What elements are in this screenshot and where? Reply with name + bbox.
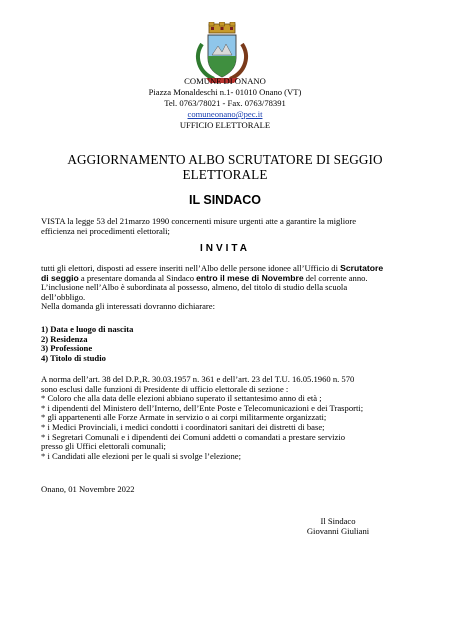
exclusion-item: * i Medici Provinciali, i medici condotti i coordinatori sanitari dei distretti di base; bbox=[41, 421, 325, 432]
exclusion-item: * i Candidati alle elezioni per le quali si svolge l’elezione; bbox=[41, 450, 241, 461]
signature-name: Giovanni Giuliani bbox=[306, 526, 370, 536]
exclusion-item: presso gli Uffici elettorali comunali; bbox=[41, 441, 166, 452]
body-line-2-text: a presentare domanda al Sindaco bbox=[78, 272, 197, 283]
vista-paragraph bbox=[41, 217, 413, 236]
requirement-item: 4) Titolo di studio bbox=[41, 352, 106, 363]
title-line-1: AGGIORNAMENTO ALBO SCRUTATORE DI SEGGIO bbox=[67, 152, 383, 167]
coat-of-arms-logo bbox=[192, 22, 252, 84]
vista-line-2: efficienza nei procedimenti elettorali; bbox=[41, 225, 170, 236]
body-line-2-end: del corrente anno. bbox=[303, 272, 368, 283]
comune-name: COMUNE DI ONANO bbox=[184, 76, 266, 86]
body-line-1-text: tutti gli elettori, disposti ad essere inseriti nell’Albo delle persone idonee all’Ufficio di bbox=[41, 263, 341, 273]
exclusion-item: * i dipendenti del Ministero dell’Interno, dell’Ente Poste e Telecomunicazioni e dei Trasporti; bbox=[41, 402, 364, 413]
deadline-bold: entro il mese di Novembre bbox=[196, 272, 304, 283]
scrutatore-bold: Scrutatore bbox=[340, 263, 384, 273]
signature-block bbox=[258, 516, 418, 536]
document-title bbox=[0, 153, 450, 182]
di-seggio-bold: di seggio bbox=[41, 272, 79, 283]
invita-heading: INVITA bbox=[199, 243, 251, 254]
body-line-5: Nella domanda gli interessati dovranno dichiarare: bbox=[41, 301, 215, 312]
exclusion-item: * gli appartenenti alle Forze Armate in servizio o ai corpi militarmente organizzati; bbox=[41, 412, 327, 423]
body-paragraph bbox=[41, 264, 413, 312]
sindaco-heading: IL SINDACO bbox=[189, 193, 261, 207]
requirement-item: 1) Data e luogo di nascita bbox=[41, 324, 134, 334]
signature-role: Il Sindaco bbox=[320, 516, 356, 526]
title-line-2: ELETTORALE bbox=[182, 166, 268, 182]
vista-line-1: VISTA la legge 53 del 21marzo 1990 concernenti misure urgenti atte a garantire la migliore bbox=[41, 216, 357, 226]
email-line bbox=[0, 109, 450, 119]
date-line: Onano, 01 Novembre 2022 bbox=[41, 484, 135, 494]
email-link[interactable]: comuneonano@pec.it bbox=[187, 109, 263, 119]
requirement-item: 2) Residenza bbox=[41, 333, 88, 344]
office-name: UFFICIO ELETTORALE bbox=[179, 120, 271, 130]
norma-line-2: sono esclusi dalle funzioni di Presidente di ufficio elettorale di sezione : bbox=[41, 383, 289, 394]
body-line-3: L’inclusione nell’Albo è subordinata al possesso, almeno, del titolo di studio della scuola bbox=[41, 282, 348, 293]
body-line-4: dell’obbligo. bbox=[41, 291, 86, 302]
exclusion-item: * i Segretari Comunali e i dipendenti dei Comuni addetti o comandati a prestare servizio bbox=[41, 431, 346, 442]
requirements-list bbox=[41, 325, 413, 363]
norma-line-1: A norma dell’art. 38 del D.P.,R. 30.03.1957 n. 361 e dell’art. 23 del T.U. 16.05.1960 n. 570 bbox=[41, 374, 355, 384]
requirement-item: 3) Professione bbox=[41, 343, 93, 354]
norma-paragraph bbox=[41, 375, 413, 461]
phone-fax: Tel. 0763/78021 - Fax. 0763/78391 bbox=[164, 98, 286, 108]
exclusion-item: * Coloro che alla data delle elezioni abbiano superato il settantesimo anno di età ; bbox=[41, 393, 322, 404]
address: Piazza Monaldeschi n.1- 01010 Onano (VT) bbox=[148, 87, 302, 97]
